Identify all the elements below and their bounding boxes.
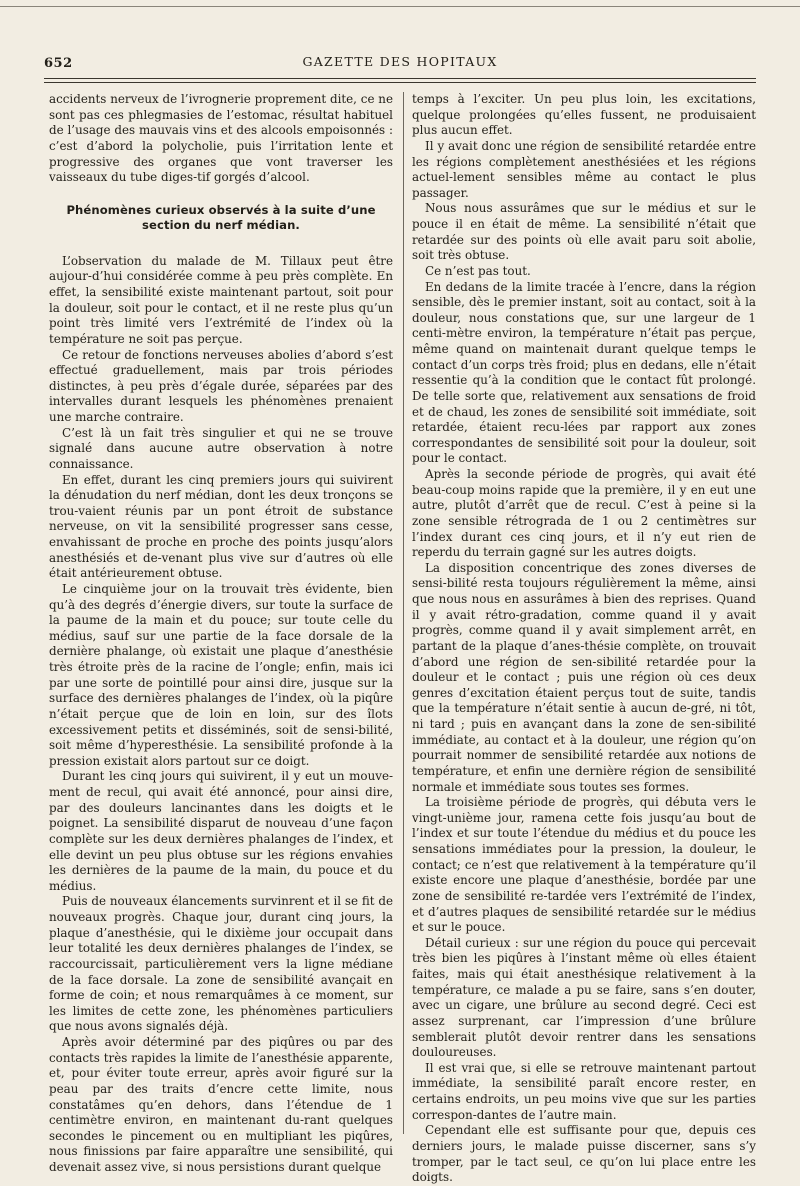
paragraph: Il est vrai que, si elle se retrouve maintenant partout immédiate, la sensibilité paraît encore rester, en certains endroits, un peu moins vive que sur les parties correspon-dantes de l’autre main. — [412, 1060, 756, 1122]
paragraph: accidents nerveux de l’ivrognerie proprement dite, ce ne sont pas ces phlegmasies de l’estomac, résultat habituel de l’usage des mauvais vins et des alcools empoisonnés : c’est d’abord la polycholie, puis l’irritation lente et progressive des organes que vont traverser les vaisseaux du tube diges-tif gorgés d’alcool. — [49, 92, 393, 185]
paragraph: La disposition concentrique des zones diverses de sensi-bilité resta toujours régulièrement la même, ainsi que nous nous en assurâmes à bien des reprises. Quand il y avait rétro-gradation, comme quand il y avait progrès, comme quand il y avait simplement arrêt, en partant de la plaque d’anes-thésie complète, on trouvait d’abord une région de sen-sibilité retardée pour la douleur et le contact ; puis une région où ces deux genres d’excitation étaient perçus tout de suite, tandis que la température n’était sentie à aucun de-gré, ni tôt, ni tard ; puis en avançant dans la zone de sen-sibilité immédiate, au contact et à la douleur, une région qu’on pourrait nommer de sensibilité retardée aux notions de température, et enfin une dernière région de sensibilité normale et immédiate sous toutes ses formes. — [412, 560, 756, 794]
paragraph: Après avoir déterminé par des piqûres ou par des contacts très rapides la limite de l’anesthésie apparente, et, pour éviter toute erreur, après avoir figuré sur la peau par des traits d’encre cette limite, nous constatâmes qu’en dehors, dans l’étendue de 1 centimètre environ, en maintenant du-rant quelques secondes le pincement ou en multipliant les piqûres, nous finissions par faire apparaître une sensibilité, qui devenait assez vive, si nous persistions durant quelque — [49, 1035, 393, 1174]
section-heading: Phénomènes curieux observés à la suite d’une section du nerf médian. — [66, 202, 376, 232]
page-number: 652 — [44, 56, 73, 71]
paragraph: Ce retour de fonctions nerveuses abolies d’abord s’est effectué graduellement, mais par trois périodes distinctes, à peu près d’égale durée, séparées par des intervalles durant lesquels les phénomènes prenaient une marche contraire. — [49, 347, 393, 424]
running-title: GAZETTE DES HOPITAUX — [302, 54, 498, 69]
paragraph: Il y avait donc une région de sensibilité retardée entre les régions complètement anesthésiées et les régions actuel-lement sensibles même au contact le plus passager. — [412, 138, 756, 200]
paragraph: Après la seconde période de progrès, qui avait été beau-coup moins rapide que la première, il y en eut une autre, plutôt d’arrêt que de recul. C’est à peine si la zone sensible rétrograda de 1 ou 2 centimètres sur l’index durant ces cinq jours, et il n’y eut rien de reperdu du terrain gagné sur les autres doigts. — [412, 467, 756, 560]
page-header — [44, 50, 756, 72]
paragraph: L’observation du malade de M. Tillaux peut être aujour-d’hui considérée comme à peu près complète. En effet, la sensibilité existe maintenant partout, soit pour la douleur, soit pour le contact, et il ne reste plus qu’un point très limité vers l’extrémité de l’index où la température ne soit pas perçue. — [49, 253, 393, 346]
column-divider — [403, 92, 404, 1134]
paragraph: En effet, durant les cinq premiers jours qui suivirent la dénudation du nerf médian, dont les deux tronçons se trou-vaient réunis par un pont étroit de substance nerveuse, on vit la sensibilité progresser sans cesse, envahissant de proche en proche des points jusqu’alors anesthésiés et de-venant plus vive sur d’autres où elle était antérieurement obtuse. — [49, 472, 393, 581]
header-rule-bottom — [44, 82, 756, 83]
paragraph: Cependant elle est suffisante pour que, depuis ces derniers jours, le malade puisse discerner, sans s’y tromper, par le tact seul, ce qu’on lui place entre les doigts. — [412, 1123, 756, 1185]
paragraph: Durant les cinq jours qui suivirent, il y eut un mouve-ment de recul, qui avait été annoncé, pour ainsi dire, par des douleurs lancinantes dans les doigts et le poignet. La sensibilité disparut de nouveau d’une façon complète sur les deux dernières phalanges de l’index, et elle devint un peu plus obtuse sur les régions envahies les dernières de la paume de la main, du pouce et du médius. — [49, 769, 393, 893]
paragraph: La troisième période de progrès, qui débuta vers le vingt-unième jour, ramena cette fois jusqu’au bout de l’index et sur toute l’étendue du médius et du pouce les sensations immédiates pour la pression, la douleur, le contact; ce n’est que relativement à la température qu’il existe encore une plaque d’anesthésie, bordée par une zone de sensibilité re-tardée vers l’extrémité de l’index, et d’autres plaques de sensibilité retardée sur le médius et sur le pouce. — [412, 795, 756, 935]
paragraph: Nous nous assurâmes que sur le médius et sur le pouce il en était de même. La sensibilité n’était que retardée sur des points où elle avait paru soit abolie, soit très obtuse. — [412, 201, 756, 263]
left-column — [49, 92, 393, 1174]
paragraph: temps à l’exciter. Un peu plus loin, les excitations, quelque prolongées qu’elles fussent, ne produisaient plus aucun effet. — [412, 92, 756, 138]
paragraph: Détail curieux : sur une région du pouce qui percevait très bien les piqûres à l’instant même où elles étaient faites, mais qui était anesthésique relativement à la température, ce malade a pu se faire, sans s’en douter, avec un cigare, une brûlure au second degré. Ceci est assez surprenant, car l’impression d’une brûlure semblerait plutôt devoir rentrer dans les sensations douloureuses. — [412, 935, 756, 1060]
top-border-rule — [0, 6, 800, 7]
paragraph: C’est là un fait très singulier et qui ne se trouve signalé dans aucune autre observation à notre connaissance. — [49, 425, 393, 471]
paragraph: Puis de nouveaux élancements survinrent et il se fit de nouveaux progrès. Chaque jour, durant cinq jours, la plaque d’anesthésie, qui le dixième jour occupait dans leur totalité les deux dernières phalanges de l’index, se raccourcissait, particulièrement vers la ligne médiane de la face dorsale. La zone de sensibilité avançait en forme de coin; et nous remarquâmes à ce moment, sur les limites de cette zone, les phénomènes particuliers que nous avons signalés déjà. — [49, 894, 393, 1034]
paragraph: Le cinquième jour on la trouvait très évidente, bien qu’à des degrés d’énergie divers, sur toute la surface de la paume de la main et du pouce; sur toute celle du médius, sauf sur une partie de la face dorsale de la dernière phalange, où existait une plaque d’anesthésie très étroite près de la racine de l’ongle; enfin, mais ici par une sorte de pointillé pour ainsi dire, jusque sur la surface des dernières phalanges de l’index, où la piqûre n’était perçue que de loin en loin, sur des îlots excessivement petits et disséminés, soit de sensi-bilité, soit même d’hyperesthésie. La sensibilité profonde à la pression existait alors partout sur ce doigt. — [49, 581, 393, 768]
header-rule-top — [44, 78, 756, 79]
paragraph: En dedans de la limite tracée à l’encre, dans la région sensible, dès le premier instant, soit au contact, soit à la douleur, nous constations que, sur une largeur de 1 centi-mètre environ, la température n’était pas perçue, même quand on maintenait durant quelque temps le contact d’un corps très froid; plus en dedans, elle n’était ressentie qu’à la condition que le contact fût prolongé. De telle sorte que, relativement aux sensations de froid et de chaud, les zones de sensibilité soit immédiate, soit retardée, étaient recu-lées par rapport aux zones correspondantes de sensibilité soit pour la douleur, soit pour le contact. — [412, 279, 756, 466]
right-column — [412, 92, 756, 1185]
paragraph: Ce n’est pas tout. — [425, 263, 531, 278]
